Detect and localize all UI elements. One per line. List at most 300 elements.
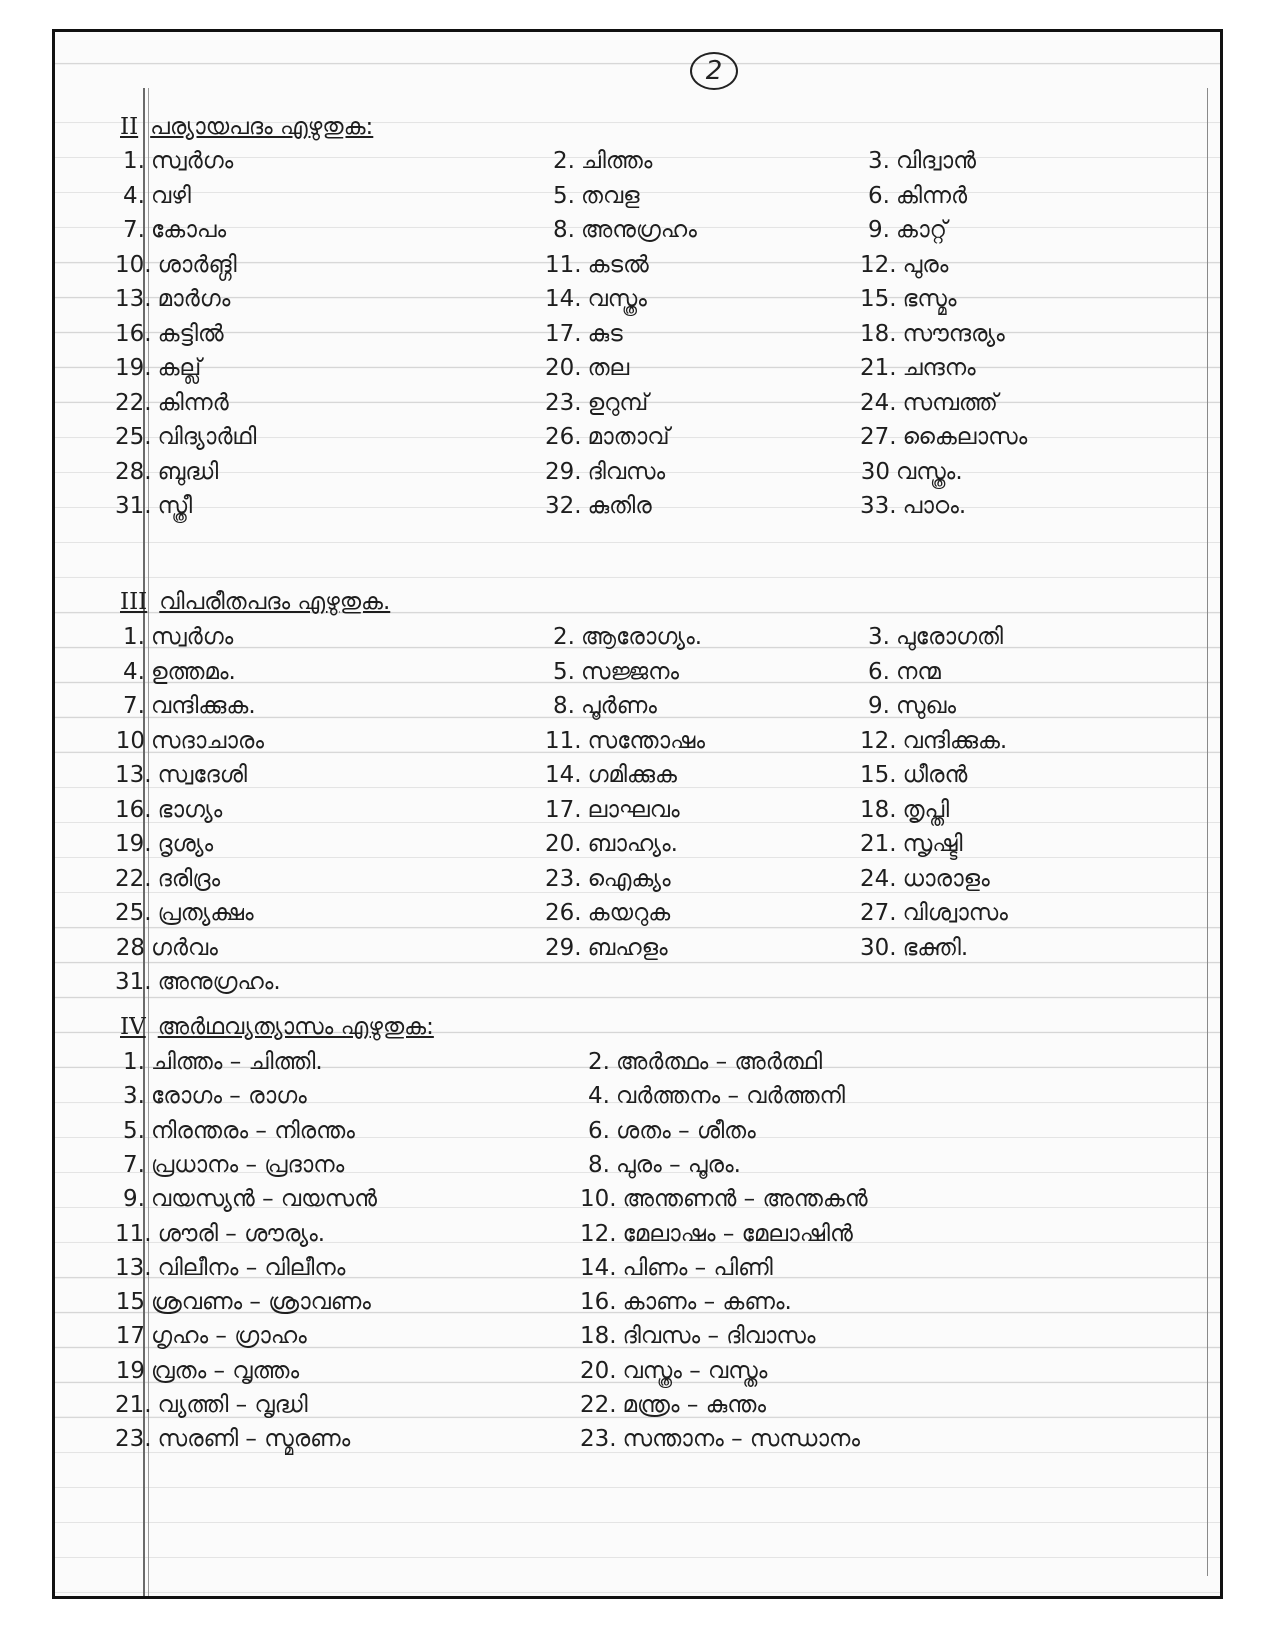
item-word: വിലീനം – വിലീനം — [157, 1254, 346, 1281]
list-item — [545, 213, 697, 247]
item-word: അർത്ഥം – അർത്ഥി — [616, 1049, 823, 1075]
list-item — [545, 455, 665, 489]
section-heading — [120, 112, 373, 142]
item-number: 16. — [115, 320, 152, 347]
item-number: 15. — [860, 762, 897, 788]
item-number: 5. — [553, 658, 575, 685]
item-word: സ്വർഗം — [151, 148, 234, 174]
item-number: 11. — [545, 727, 582, 754]
item-word: ധാരാളം — [902, 865, 990, 892]
list-item — [545, 489, 652, 523]
item-word: വസ്ത്രം — [587, 286, 647, 312]
list-row — [55, 317, 1223, 351]
list-item — [580, 1354, 767, 1388]
item-word: സദാചാരം — [151, 727, 264, 754]
item-word: ദരിദ്രം — [157, 865, 221, 892]
item-number: 19 — [115, 1357, 145, 1384]
item-word: ദിവസം — [587, 458, 666, 485]
item-word: വഴി — [151, 182, 191, 209]
item-number: 20. — [545, 831, 582, 857]
item-word: വസ്ത്രം. — [896, 458, 963, 485]
list-row — [55, 1182, 1223, 1216]
list-row — [55, 1148, 1223, 1182]
item-word: മാതാവ് — [587, 424, 670, 450]
list-item — [545, 144, 652, 178]
list-item — [545, 758, 677, 792]
item-number: 18. — [860, 796, 897, 823]
item-word: ശ്രവണം – ശ്രാവണം — [151, 1289, 371, 1316]
list-item — [545, 724, 705, 758]
item-word: വയസ്യൻ – വയസൻ — [151, 1186, 377, 1213]
item-word: കുതിര — [587, 493, 652, 519]
list-item — [860, 758, 967, 792]
item-word: ബഹളം — [587, 934, 668, 961]
list-item — [580, 1319, 816, 1353]
list-row — [55, 896, 1223, 930]
item-number: 3. — [868, 148, 890, 174]
item-number: 24. — [860, 389, 897, 416]
list-row — [55, 724, 1223, 758]
item-word: മന്ത്രം – കുന്തം — [622, 1392, 767, 1418]
list-row — [55, 1388, 1223, 1422]
item-number: 11. — [115, 1220, 152, 1247]
item-word: മേലാഷം – മേലാഷിൻ — [622, 1220, 853, 1247]
item-number: 17 — [115, 1323, 145, 1350]
list-item — [115, 1422, 350, 1456]
item-number: 6. — [868, 658, 890, 685]
item-number: 18. — [860, 320, 897, 347]
item-word: ഉറുമ്പ് — [587, 389, 649, 416]
list-item — [115, 317, 224, 351]
list-item — [860, 144, 976, 178]
item-word: സരണി – സ്മരണം — [157, 1426, 351, 1453]
item-word: ബാഹ്യം. — [587, 831, 678, 857]
list-item — [115, 386, 229, 420]
item-word: ലാഘവം — [587, 796, 680, 823]
list-item — [115, 351, 201, 385]
item-word: കിന്നർ — [896, 182, 968, 209]
item-word: സന്താനം – സന്ധാനം — [622, 1426, 861, 1453]
item-number: 7. — [123, 217, 145, 243]
list-item — [115, 1388, 308, 1422]
item-word: നിരന്തരം – നിരന്തം — [151, 1117, 355, 1144]
item-word: ഭക്തി. — [902, 934, 969, 961]
list-item — [860, 386, 998, 420]
list-item — [115, 827, 213, 861]
item-word: വ്യത്തി – വൃദ്ധി — [157, 1392, 308, 1418]
list-item — [115, 689, 256, 723]
item-number: 2. — [553, 624, 575, 650]
item-word: വിദ്വാൻ — [896, 148, 977, 174]
item-number: 28. — [115, 458, 152, 485]
list-item — [545, 386, 648, 420]
item-number: 23. — [545, 865, 582, 892]
item-word: ഗമിക്കുക — [587, 762, 677, 788]
item-number: 21. — [860, 355, 897, 381]
item-word: പുരോഗതി — [896, 624, 1004, 650]
list-item — [860, 724, 1007, 758]
item-word: സ്ത്രീ — [157, 493, 193, 519]
item-word: ധീരൻ — [902, 762, 968, 788]
item-word: തവള — [581, 182, 640, 209]
item-word: തൃപ്തി — [902, 796, 950, 823]
list-row — [55, 1422, 1223, 1456]
list-item — [115, 862, 220, 896]
list-item — [860, 655, 941, 689]
item-number: 4. — [123, 658, 145, 685]
item-number: 8. — [553, 693, 575, 719]
list-item — [545, 655, 679, 689]
item-number: 2. — [588, 1049, 610, 1075]
item-word: കട്ടിൽ — [157, 320, 224, 347]
list-row — [55, 758, 1223, 792]
item-word: ദൃശ്യം — [157, 831, 214, 857]
item-word: ഭാഗ്യം — [157, 796, 223, 823]
item-word: കിന്നർ — [157, 389, 229, 416]
item-number: 5. — [123, 1117, 145, 1144]
list-item — [580, 1251, 773, 1285]
item-word: ബുദ്ധി — [157, 458, 219, 485]
list-item — [860, 455, 963, 489]
item-number: 25. — [115, 424, 152, 450]
item-number: 15 — [115, 1289, 145, 1316]
list-item — [860, 420, 1027, 454]
item-number: 27. — [860, 900, 897, 926]
list-item — [115, 931, 218, 965]
item-number: 1. — [123, 624, 145, 650]
item-word: കുട — [587, 320, 623, 347]
item-word: സ്വർഗം — [151, 624, 234, 650]
item-word: വർത്തനം – വർത്തനി — [616, 1083, 845, 1110]
item-number: 4. — [588, 1083, 610, 1110]
list-row — [55, 386, 1223, 420]
list-item — [115, 896, 254, 930]
list-row — [55, 420, 1223, 454]
item-word: ഗർവം — [151, 934, 218, 961]
item-number: 27. — [860, 424, 897, 450]
list-row — [55, 1285, 1223, 1319]
list-item — [115, 420, 256, 454]
item-number: 15. — [860, 286, 897, 312]
item-word: ചന്ദനം — [902, 355, 976, 381]
item-word: കല്ല് — [157, 355, 202, 381]
list-item — [115, 793, 222, 827]
list-row — [55, 282, 1223, 316]
item-number: 13. — [115, 286, 152, 312]
item-number: 6. — [588, 1117, 610, 1144]
item-number: 14. — [580, 1254, 617, 1281]
list-item — [115, 455, 218, 489]
item-word: ഭസ്മം — [902, 286, 957, 312]
item-word: പ്രധാനം – പ്രദാനം — [151, 1151, 345, 1178]
list-item — [115, 248, 237, 282]
item-word: ഉത്തമം. — [151, 658, 236, 685]
item-word: രോഗം – രാഗം — [151, 1083, 307, 1110]
item-number: 32. — [545, 493, 582, 519]
item-word: സുഖം — [896, 693, 957, 719]
list-item — [115, 213, 226, 247]
item-number: 19. — [115, 831, 152, 857]
item-number: 24. — [860, 865, 897, 892]
list-item — [115, 1114, 355, 1148]
item-number: 19. — [115, 355, 152, 381]
item-number: 16. — [115, 796, 152, 823]
item-number: 29. — [545, 934, 582, 961]
item-number: 23. — [115, 1426, 152, 1453]
item-number: 4. — [123, 182, 145, 209]
list-item — [860, 827, 963, 861]
item-word: മാർഗം — [157, 286, 231, 312]
item-word: നന്മ — [896, 658, 941, 685]
list-item — [115, 1217, 325, 1251]
item-word: പൂർണം — [581, 693, 657, 719]
item-number: 22. — [580, 1392, 617, 1418]
notebook-page — [52, 29, 1223, 1599]
list-row — [55, 351, 1223, 385]
list-item — [545, 351, 629, 385]
list-item — [115, 144, 233, 178]
item-word: അനുഗ്രഹം. — [157, 969, 281, 995]
list-item — [580, 1079, 845, 1113]
list-item — [115, 1182, 377, 1216]
item-number: 10 — [115, 727, 145, 754]
item-number: 7. — [123, 693, 145, 719]
list-row — [55, 455, 1223, 489]
list-item — [115, 1079, 307, 1113]
list-row — [55, 931, 1223, 965]
list-item — [545, 689, 657, 723]
list-row — [55, 965, 1223, 999]
list-item — [115, 1319, 307, 1353]
list-row — [55, 1251, 1223, 1285]
item-number: 22. — [115, 389, 152, 416]
item-number: 31. — [115, 493, 152, 519]
item-number: 21. — [860, 831, 897, 857]
item-word: തല — [587, 355, 630, 381]
list-item — [115, 620, 233, 654]
list-item — [115, 1285, 371, 1319]
list-item — [860, 862, 990, 896]
item-number: 26. — [545, 900, 582, 926]
item-word: ദിവസം – ദിവാസം — [622, 1323, 816, 1350]
item-number: 9. — [123, 1186, 145, 1213]
list-row — [55, 1114, 1223, 1148]
list-item — [545, 317, 623, 351]
item-word: വിശ്വാസം — [902, 900, 1008, 926]
item-number: 20. — [580, 1357, 617, 1384]
list-row — [55, 1354, 1223, 1388]
item-number: 31. — [115, 969, 152, 995]
item-word: പാഠം. — [902, 493, 967, 519]
item-word: സമ്പത്ത് — [902, 389, 998, 416]
list-item — [580, 1045, 822, 1079]
section-number: II — [120, 114, 139, 140]
item-word: കയറുക — [587, 900, 671, 926]
list-row — [55, 213, 1223, 247]
item-word: കോപം — [151, 217, 227, 243]
item-number: 17. — [545, 796, 582, 823]
item-number: 14. — [545, 286, 582, 312]
item-number: 23. — [580, 1426, 617, 1453]
list-item — [860, 213, 947, 247]
item-number: 1. — [123, 148, 145, 174]
item-number: 30 — [860, 458, 890, 485]
item-number: 9. — [868, 217, 890, 243]
item-number: 10. — [115, 251, 152, 278]
item-word: അന്തണൻ – അന്തകൻ — [622, 1186, 868, 1213]
item-number: 8. — [553, 217, 575, 243]
list-row — [55, 1079, 1223, 1113]
list-row — [55, 1319, 1223, 1353]
list-item — [860, 689, 956, 723]
item-number: 11. — [545, 251, 582, 278]
item-number: 6. — [868, 182, 890, 209]
item-number: 22. — [115, 865, 152, 892]
item-word: വന്ദിക്കുക. — [151, 693, 256, 719]
list-item — [545, 248, 649, 282]
list-item — [115, 724, 264, 758]
list-row — [55, 489, 1223, 523]
item-number: 12. — [860, 251, 897, 278]
item-number: 3. — [868, 624, 890, 650]
list-item — [545, 420, 670, 454]
item-word: ചിത്തം — [581, 148, 653, 174]
list-item — [115, 179, 191, 213]
list-item — [580, 1217, 853, 1251]
item-word: സ്വദേശി — [157, 762, 248, 788]
list-item — [580, 1422, 860, 1456]
item-number: 13. — [115, 762, 152, 788]
item-word: സന്തോഷം — [587, 727, 706, 754]
item-number: 20. — [545, 355, 582, 381]
list-item — [115, 1045, 323, 1079]
list-item — [115, 1148, 344, 1182]
item-number: 14. — [545, 762, 582, 788]
item-number: 30. — [860, 934, 897, 961]
list-row — [55, 827, 1223, 861]
list-item — [580, 1114, 756, 1148]
item-number: 33. — [860, 493, 897, 519]
item-word: ചിത്തം – ചിത്തി. — [151, 1049, 323, 1075]
list-item — [545, 931, 668, 965]
list-item — [545, 862, 671, 896]
list-item — [115, 1354, 299, 1388]
list-item — [545, 793, 680, 827]
list-item — [860, 351, 976, 385]
list-item — [860, 282, 957, 316]
list-row — [55, 793, 1223, 827]
section-title: പര്യായപദം എഴുതുക: — [150, 114, 374, 140]
list-row — [55, 1045, 1223, 1079]
item-word: വസ്ത്രം – വസ്തം — [622, 1357, 768, 1384]
item-word: ഗൃഹം – ഗ്രാഹം — [151, 1323, 307, 1350]
item-word: വിദ്യാർഥി — [157, 424, 257, 450]
list-item — [545, 827, 678, 861]
item-word: കാറ്റ് — [896, 217, 947, 243]
list-item — [860, 793, 949, 827]
list-item — [860, 317, 1005, 351]
list-row — [55, 620, 1223, 654]
list-item — [115, 655, 236, 689]
item-number: 21. — [115, 1392, 152, 1418]
item-word: ആരോഗ്യം. — [581, 624, 703, 650]
list-item — [545, 620, 702, 654]
item-number: 3. — [123, 1083, 145, 1110]
list-item — [580, 1388, 766, 1422]
list-item — [545, 179, 640, 213]
list-item — [115, 489, 192, 523]
list-item — [580, 1148, 741, 1182]
item-word: സജ്ജനം — [581, 658, 680, 685]
list-item — [860, 931, 968, 965]
item-number: 25. — [115, 900, 152, 926]
list-item — [545, 896, 670, 930]
item-word: ശതം – ശീതം — [616, 1117, 756, 1144]
list-item — [115, 282, 230, 316]
section-number: IV — [120, 1014, 146, 1040]
list-item — [860, 248, 948, 282]
item-number: 12. — [860, 727, 897, 754]
list-item — [115, 1251, 345, 1285]
item-number: 12. — [580, 1220, 617, 1247]
section-title: അർഥവ്യത്യാസം എഴുതുക: — [157, 1014, 434, 1040]
list-row — [55, 144, 1223, 178]
item-number: 1. — [123, 1049, 145, 1075]
item-word: ശാർങ്ഗി — [157, 251, 237, 278]
list-item — [115, 965, 281, 999]
section-number: III — [120, 589, 148, 615]
item-word: വ്രതം – വൃത്തം — [151, 1357, 300, 1384]
list-item — [860, 489, 966, 523]
section-heading — [120, 1012, 434, 1042]
item-number: 2. — [553, 148, 575, 174]
item-word: അനുഗ്രഹം — [581, 217, 697, 243]
list-row — [55, 655, 1223, 689]
item-number: 8. — [588, 1151, 610, 1178]
list-item — [860, 620, 1003, 654]
list-item — [545, 282, 647, 316]
list-row — [55, 248, 1223, 282]
item-number: 9. — [868, 693, 890, 719]
item-word: ഐക്യം — [587, 865, 671, 892]
item-number: 18. — [580, 1323, 617, 1350]
item-number: 5. — [553, 182, 575, 209]
item-word: കടൽ — [587, 251, 649, 278]
item-word: കാണം – കണം. — [622, 1289, 792, 1316]
item-word: പുരം — [902, 251, 949, 278]
list-row — [55, 862, 1223, 896]
list-item — [580, 1285, 792, 1319]
list-item — [115, 758, 247, 792]
item-number: 13. — [115, 1254, 152, 1281]
item-word: വന്ദിക്കുക. — [902, 727, 1008, 754]
item-number: 16. — [580, 1289, 617, 1316]
list-row — [55, 689, 1223, 723]
item-word: പുരം – പൂരം. — [616, 1151, 741, 1178]
list-item — [860, 896, 1008, 930]
item-number: 28 — [115, 934, 145, 961]
item-number: 29. — [545, 458, 582, 485]
item-word: പിണം – പിണി — [622, 1254, 773, 1281]
item-word: ശൗരി – ശൗര്യം. — [157, 1220, 326, 1247]
section-title: വിപരീതപദം എഴുതുക. — [159, 589, 391, 615]
page-number: 2 — [690, 52, 738, 90]
item-word: കൈലാസം — [902, 424, 1028, 450]
list-row — [55, 179, 1223, 213]
list-item — [580, 1182, 868, 1216]
item-word: സൗന്ദര്യം — [902, 320, 1005, 347]
list-row — [55, 1217, 1223, 1251]
